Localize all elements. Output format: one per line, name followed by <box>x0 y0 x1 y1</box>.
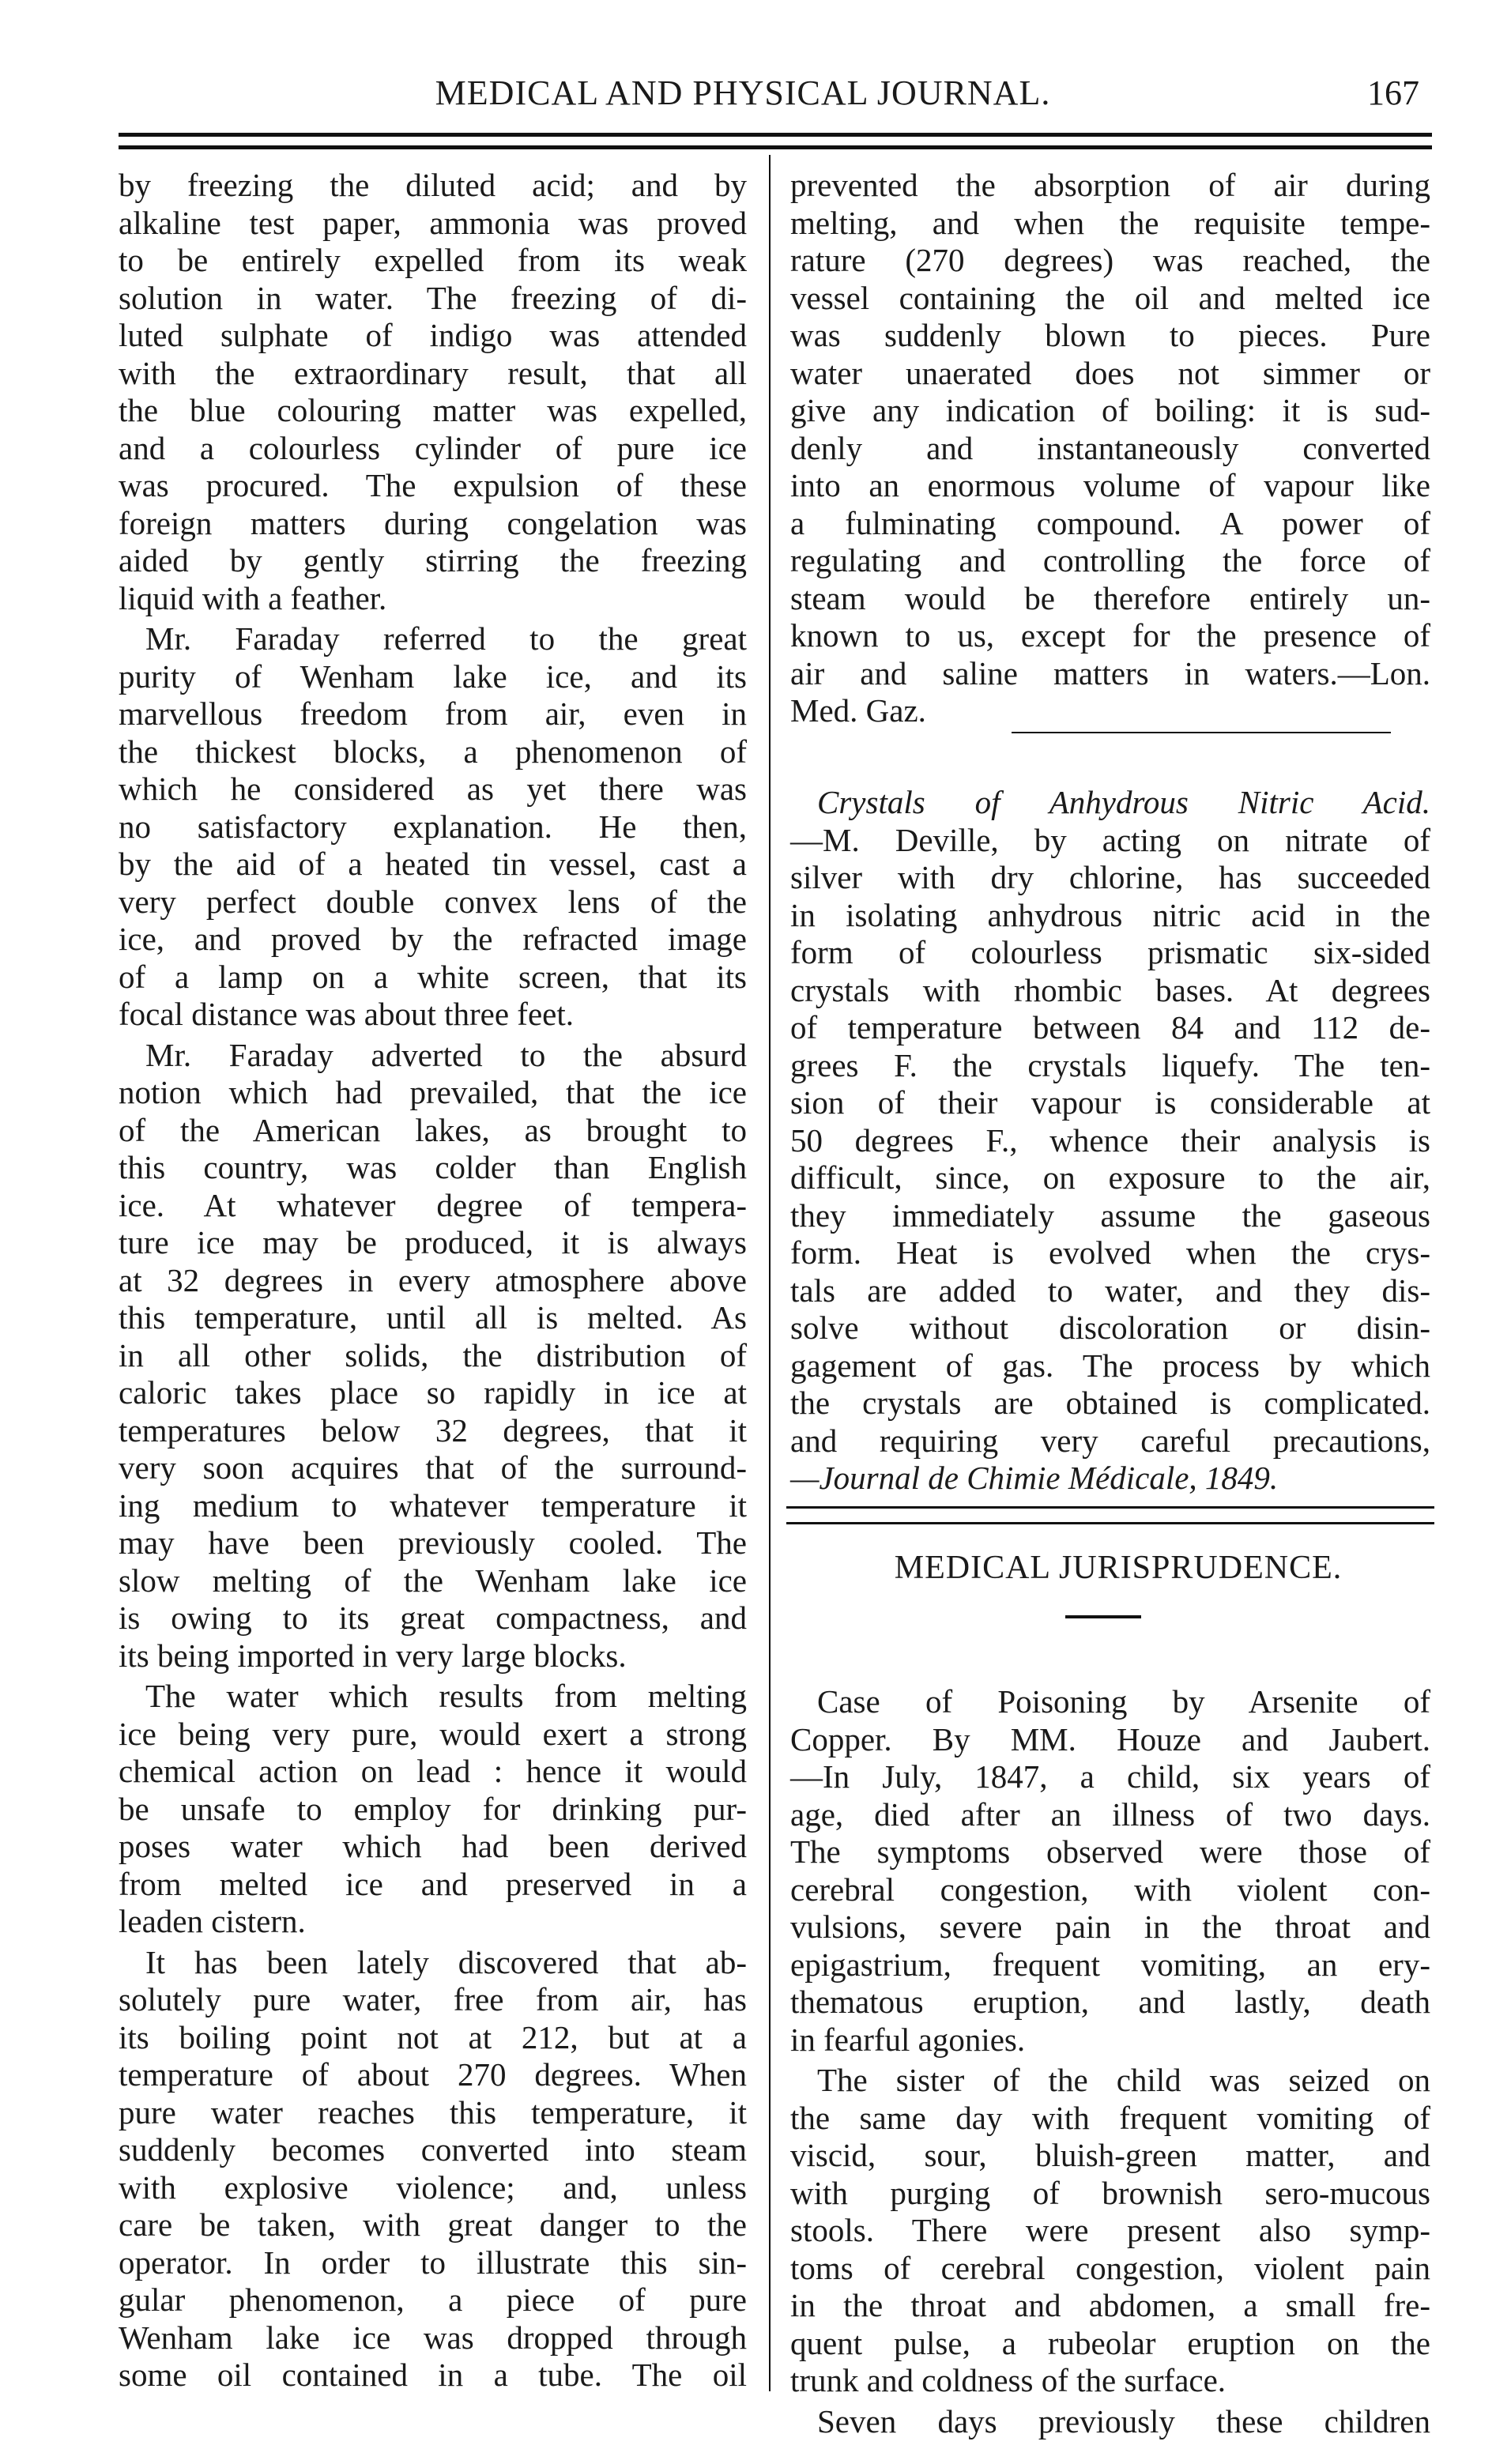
text-line: caloric takes place so rapidly in ice at <box>119 1374 747 1411</box>
text-line: sion of their vapour is considerable at <box>790 1084 1430 1121</box>
text-line: focal distance was about three feet. <box>119 996 575 1032</box>
text-line: a fulminating compound. A power of <box>790 504 1430 541</box>
text-line: regulating and controlling the force of <box>790 542 1430 578</box>
text-line: which he considered as yet there was <box>119 770 747 807</box>
text-line: ice being very pure, would exert a strong <box>119 1715 747 1752</box>
text-line: in fearful agonies. <box>790 2021 1026 2058</box>
text-line: denly and instantaneously converted <box>790 429 1430 466</box>
text-line: be unsafe to employ for drinking pur- <box>119 1790 747 1827</box>
text-line: steam would be therefore entirely un- <box>790 579 1430 616</box>
page-number: 167 <box>1367 73 1419 112</box>
text-line: silver with dry chlorine, has succeeded <box>790 859 1430 895</box>
text-line: solve without discoloration or disin- <box>790 1309 1430 1346</box>
text-line: temperatures below 32 degrees, that it <box>119 1411 747 1449</box>
text-line: solutely pure water, free from air, has <box>119 1981 747 2018</box>
header-rule-top <box>119 133 1432 137</box>
text-line: by the aid of a heated tin vessel, cast a <box>119 846 747 882</box>
section-heading: MEDICAL JURISPRUDENCE. <box>894 1550 1343 1586</box>
text-line: The symptoms observed were those of <box>790 1833 1430 1870</box>
text-line: its being imported in very large blocks. <box>119 1637 627 1674</box>
text-line: chemical action on lead : hence it would <box>119 1753 747 1789</box>
text-line: they immediately assume the gaseous <box>790 1196 1430 1234</box>
text-line: ture ice may be produced, it is always <box>119 1224 747 1260</box>
left-column <box>119 167 747 2398</box>
text-line: of the American lakes, as brought to <box>119 1111 747 1148</box>
text-line: form. Heat is evolved when the crys- <box>790 1234 1430 1271</box>
text-line: known to us, except for the presence of <box>790 617 1430 654</box>
text-line: in isolating anhydrous nitric acid in the <box>790 896 1430 933</box>
text-line: of temperature between 84 and 112 de- <box>790 1009 1430 1046</box>
text-line: very soon acquires that of the surround- <box>119 1449 747 1486</box>
text-line: ice. At whatever degree of tempera- <box>119 1186 747 1223</box>
text-line: is owing to its great compactness, and <box>119 1599 747 1636</box>
text-line: and requiring very careful precautions, <box>790 1422 1430 1459</box>
text-line: Seven days previously these children <box>817 2402 1430 2440</box>
text-line: the blue colouring matter was expelled, <box>119 392 747 428</box>
text-line: cerebral congestion, with violent con- <box>790 1871 1430 1908</box>
text-line: gagement of gas. The process by which <box>790 1347 1430 1384</box>
text-line: the thickest blocks, a phenomenon of <box>119 733 747 770</box>
text-line: by freezing the diluted acid; and by <box>119 167 747 203</box>
text-line: of a lamp on a white screen, that its <box>119 958 747 995</box>
text-line: form of colourless prismatic six-sided <box>790 934 1430 970</box>
text-line: —Journal de Chimie Médicale, 1849. <box>790 1460 1279 1496</box>
text-line: 50 degrees F., whence their analysis is <box>790 1121 1430 1159</box>
text-line: slow melting of the Wenham lake ice <box>119 1562 747 1599</box>
article-nitric-acid <box>790 784 1430 1501</box>
text-line: Mr. Faraday adverted to the absurd <box>145 1036 747 1073</box>
text-line: The water which results from melting <box>145 1678 747 1714</box>
text-line: and a colourless cylinder of pure ice <box>119 429 747 466</box>
text-line: melting, and when the requisite tempe- <box>790 204 1430 241</box>
text-line: Wenham lake ice was dropped through <box>119 2319 747 2356</box>
text-line: solution in water. The freezing of di- <box>119 279 747 316</box>
text-line: Med. Gaz. <box>790 692 926 729</box>
text-line: from melted ice and preserved in a <box>119 1865 747 1902</box>
text-line: It has been lately discovered that ab- <box>145 1943 747 1980</box>
text-line: this temperature, until all is melted. As <box>119 1299 747 1336</box>
text-line: vessel containing the oil and melted ice <box>790 279 1430 316</box>
text-line: grees F. the crystals liquefy. The ten- <box>790 1046 1430 1083</box>
text-line: alkaline test paper, ammonia was proved <box>119 204 747 241</box>
text-line: luted sulphate of indigo was attended <box>119 317 747 353</box>
text-line: tals are added to water, and they dis- <box>790 1272 1430 1309</box>
text-line: toms of cerebral congestion, violent pain <box>790 2249 1430 2286</box>
text-line: Crystals of Anhydrous Nitric Acid. <box>817 784 1430 820</box>
text-line: aided by gently stirring the freezing <box>119 542 747 578</box>
text-line: vulsions, severe pain in the throat and <box>790 1908 1430 1945</box>
text-line: water unaerated does not simmer or <box>790 354 1430 391</box>
heading-short-rule <box>1065 1615 1141 1618</box>
text-line: pure water reaches this temperature, it <box>119 2093 747 2131</box>
text-line: rature (270 degrees) was reached, the <box>790 242 1430 278</box>
text-line: age, died after an illness of two days. <box>790 1795 1430 1833</box>
text-line: Case of Poisoning by Arsenite of <box>817 1683 1430 1720</box>
text-line: give any indication of boiling: it is sud- <box>790 392 1430 428</box>
text-line: stools. There were present also symp- <box>790 2212 1430 2248</box>
text-line: epigastrium, frequent vomiting, an ery- <box>790 1946 1430 1983</box>
text-line: with purging of brownish sero-mucous <box>790 2174 1430 2211</box>
text-line: trunk and coldness of the surface. <box>790 2362 1227 2398</box>
text-line: —M. Deville, by acting on nitrate of <box>790 821 1430 858</box>
text-line: this country, was colder than English <box>119 1149 747 1185</box>
text-line: poses water which had been derived <box>119 1828 747 1864</box>
text-line: was suddenly blown to pieces. Pure <box>790 317 1430 353</box>
text-line: ice, and proved by the refracted image <box>119 921 747 957</box>
text-line: suddenly becomes converted into steam <box>119 2131 747 2168</box>
text-line: at 32 degrees in every atmosphere above <box>119 1261 747 1298</box>
text-line: thematous eruption, and lastly, death <box>790 1984 1430 2020</box>
text-line: difficult, since, on exposure to the air, <box>790 1159 1430 1196</box>
text-line: prevented the absorption of air during <box>790 167 1430 203</box>
header-rule-bottom <box>119 145 1432 149</box>
text-line: very perfect double convex lens of the <box>119 883 747 920</box>
text-line: operator. In order to illustrate this sin- <box>119 2244 747 2281</box>
text-line: Copper. By MM. Houze and Jaubert. <box>790 1720 1430 1758</box>
article-boiling-water-continued <box>790 167 1430 733</box>
text-line: the crystals are obtained is complicated. <box>790 1385 1430 1421</box>
text-line: no satisfactory explanation. He then, <box>119 808 747 845</box>
text-line: care be taken, with great danger to the <box>119 2206 747 2243</box>
text-line: its boiling point not at 212, but at a <box>119 2018 747 2055</box>
column-divider <box>769 155 771 2391</box>
running-title: MEDICAL AND PHYSICAL JOURNAL. <box>435 73 1051 112</box>
text-line: —In July, 1847, a child, six years of <box>790 1758 1430 1795</box>
article-separator-rule <box>1012 732 1391 733</box>
text-line: some oil contained in a tube. The oil <box>119 2357 747 2393</box>
text-line: in the throat and abdomen, a small fre- <box>790 2287 1430 2323</box>
text-line: quent pulse, a rubeolar eruption on the <box>790 2324 1430 2361</box>
text-line: to be entirely expelled from its weak <box>119 242 747 278</box>
text-line: viscid, sour, bluish-green matter, and <box>790 2137 1430 2173</box>
text-line: may have been previously cooled. The <box>119 1524 747 1561</box>
text-line: was procured. The expulsion of these <box>119 467 747 503</box>
section-rule-bottom <box>786 1522 1434 1524</box>
text-line: purity of Wenham lake ice, and its <box>119 657 747 695</box>
section-rule-top <box>786 1506 1434 1509</box>
text-line: The sister of the child was seized on <box>817 2062 1430 2098</box>
article-arsenite-poisoning <box>790 1683 1430 2443</box>
text-line: the same day with frequent vomiting of <box>790 2099 1430 2136</box>
text-line: temperature of about 270 degrees. When <box>119 2056 747 2093</box>
text-line: leaden cistern. <box>119 1903 306 1939</box>
text-line: air and saline matters in waters.—Lon. <box>790 654 1430 691</box>
text-line: liquid with a feather. <box>119 579 387 616</box>
text-line: Mr. Faraday referred to the great <box>145 620 747 657</box>
text-line: with the extraordinary result, that all <box>119 354 747 391</box>
text-line: in all other solids, the distribution of <box>119 1336 747 1373</box>
text-line: into an enormous volume of vapour like <box>790 467 1430 503</box>
text-line: marvellous freedom from air, even in <box>119 695 747 732</box>
text-line: crystals with rhombic bases. At degrees <box>790 971 1430 1008</box>
text-line: ing medium to whatever temperature it <box>119 1486 747 1524</box>
text-line: foreign matters during congelation was <box>119 504 747 541</box>
text-line: gular phenomenon, a piece of pure <box>119 2281 747 2318</box>
text-line: with explosive violence; and, unless <box>119 2168 747 2206</box>
text-line: notion which had prevailed, that the ice <box>119 1074 747 1110</box>
